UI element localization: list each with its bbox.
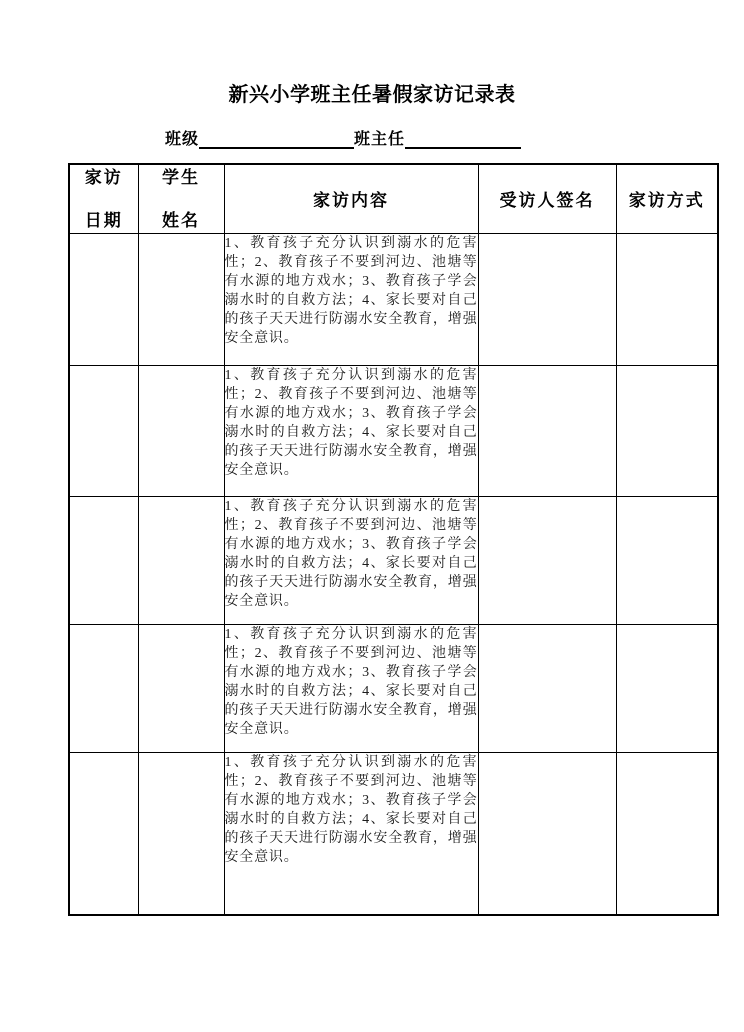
class-label: 班级 [165,131,200,148]
cell-signature [478,496,616,624]
visit-record-table [68,163,719,916]
table-row [69,752,718,915]
table-row [69,233,718,365]
cell-student-name [138,752,224,915]
cell-visit-date [69,624,138,752]
cell-visit-content: 1、教育孩子充分认识到溺水的危害性；2、教育孩子不要到河边、池塘等有水源的地方戏水；3、教育孩子学会溺水时的自救方法；4、家长要对自己的孩子天天进行防溺水安全教育，增强安全意识。 [224,365,478,496]
header-visit-date-line2: 日期 [84,210,123,230]
header-visit-method: 家访方式 [616,164,718,233]
class-blank-field [199,130,354,149]
cell-student-name [138,233,224,365]
header-student-name [138,164,224,233]
cell-signature [478,752,616,915]
table-row [69,496,718,624]
cell-visit-content: 1、教育孩子充分认识到溺水的危害性；2、教育孩子不要到河边、池塘等有水源的地方戏水；3、教育孩子学会溺水时的自救方法；4、家长要对自己的孩子天天进行防溺水安全教育，增强安全意识。 [224,496,478,624]
cell-visit-content: 1、教育孩子充分认识到溺水的危害性；2、教育孩子不要到河边、池塘等有水源的地方戏水；3、教育孩子学会溺水时的自救方法；4、家长要对自己的孩子天天进行防溺水安全教育，增强安全意识。 [224,233,478,365]
teacher-label: 班主任 [354,131,406,148]
cell-visit-method [616,496,718,624]
cell-student-name [138,624,224,752]
table-row [69,365,718,496]
cell-visit-method [616,624,718,752]
table-header-row [69,164,718,233]
header-student-name-line2: 姓名 [162,210,200,230]
class-teacher-line [165,126,521,149]
document-title: 新兴小学班主任暑假家访记录表 [228,84,516,106]
cell-visit-date [69,365,138,496]
cell-signature [478,233,616,365]
cell-visit-content: 1、教育孩子充分认识到溺水的危害性；2、教育孩子不要到河边、池塘等有水源的地方戏水；3、教育孩子学会溺水时的自救方法；4、家长要对自己的孩子天天进行防溺水安全教育，增强安全意识。 [224,624,478,752]
header-visit-date-line1: 家访 [84,167,123,187]
header-student-name-text [139,169,224,229]
cell-visit-date [69,233,138,365]
cell-visit-method [616,233,718,365]
table-row [69,624,718,752]
header-student-name-line1: 学生 [162,167,200,187]
cell-student-name [138,496,224,624]
cell-signature [478,365,616,496]
cell-visit-date [69,496,138,624]
cell-student-name [138,365,224,496]
header-visit-date-text [70,169,138,229]
teacher-blank-field [405,130,521,149]
cell-signature [478,624,616,752]
cell-visit-method [616,752,718,915]
cell-visit-content: 1、教育孩子充分认识到溺水的危害性；2、教育孩子不要到河边、池塘等有水源的地方戏水；3、教育孩子学会溺水时的自救方法；4、家长要对自己的孩子天天进行防溺水安全教育，增强安全意识。 [224,752,478,915]
header-visit-date [69,164,138,233]
cell-visit-method [616,365,718,496]
cell-visit-date [69,752,138,915]
header-interviewee-signature: 受访人签名 [478,164,616,233]
header-visit-content: 家访内容 [224,164,478,233]
